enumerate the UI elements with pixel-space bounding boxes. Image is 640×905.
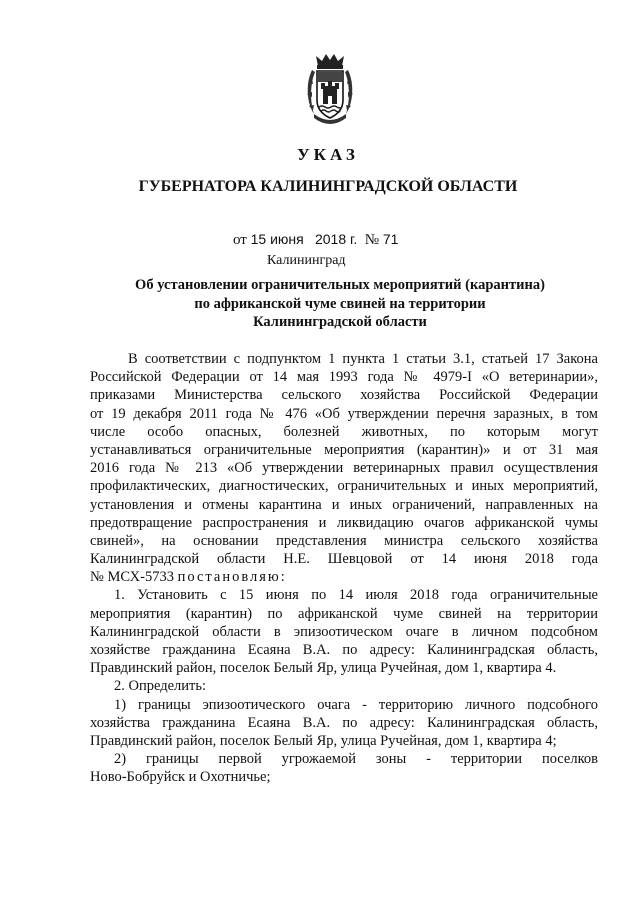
issuer-title: ГУБЕРНАТОРА КАЛИНИНГРАДСКОЙ ОБЛАСТИ [138, 178, 518, 195]
decree-number: 71 [382, 231, 399, 247]
item2-line: 2. Определить: [114, 678, 207, 695]
preamble-line: от 19 декабря 2011 года № 476 «Об утверждении перечня заразных, в том [90, 405, 598, 422]
item2-1-line: хозяйства гражданина Есаяна В.А. по адресу: Калининградская область, [90, 714, 598, 731]
preamble-line: Российской Федерации от 14 мая 1993 года № 4979-I «О ветеринарии», [90, 369, 598, 386]
item1-line: Калининградской области в эпизоотическом очаге в личном подсобном [90, 623, 598, 640]
item2-1-line: 1) границы эпизоотического очага - территорию личного подсобного [114, 696, 598, 713]
date-prefix: от [233, 232, 247, 248]
preamble-line: приказами Министерства сельского хозяйства Российской Федерации [90, 387, 598, 404]
preamble-line: Калининградской области Н.Е. Шевцовой от 14 июня 2018 года [90, 551, 598, 568]
coat-of-arms-emblem [302, 52, 358, 128]
preamble-line: установления и отмены карантина и иных ограничений, направленных на [90, 496, 598, 513]
date-number-line [233, 231, 398, 249]
preamble-last-line [90, 568, 598, 586]
subject-line: по африканской чуме свиней на территории [194, 295, 486, 312]
date-year: 2018 г. [314, 231, 358, 247]
date-day-month: 15 июня [250, 231, 304, 247]
item2-2-line: 2) границы первой угрожаемой зоны - территории поселков [114, 751, 598, 768]
document-type-title: УКАЗ [297, 145, 359, 164]
item1-line: хозяйстве гражданина Есаяна В.А. по адресу: Калининградская область, [90, 642, 598, 658]
preamble-line: В соответствии с подпунктом 1 пункта 1 статьи 3.1, статьей 17 Закона [128, 351, 598, 367]
preamble-line: предотвращение распространения и ликвидацию очагов африканской чумы [90, 514, 598, 531]
decree-subject [110, 276, 570, 332]
decree-word: постановляю: [177, 569, 287, 586]
preamble-line: свиней», на основании представления министра сельского хозяйства [90, 532, 598, 549]
item1-line: Правдинский район, поселок Белый Яр, улица Ручейная, дом 1, квартира 4. [90, 660, 557, 677]
item2-1-line: Правдинский район, поселок Белый Яр, улица Ручейная, дом 1, квартира 4; [90, 732, 557, 749]
item1-line: 1. Установить с 15 июня по 14 июля 2018 года ограничительные [114, 587, 598, 604]
item1-line: мероприятия (карантин) по африканской чуме свиней на территории [90, 605, 598, 622]
subject-line: Об установлении ограничительных мероприятий (карантина) [135, 277, 545, 293]
item2-2-line: Ново-Бобруйск и Охотничье; [90, 769, 271, 786]
preamble-line: 2016 года № 213 «Об утверждении ветеринарных правил осуществления [90, 460, 598, 477]
preamble-line: профилактических, диагностических, ограничительных и иных мероприятий, [90, 478, 598, 495]
preamble-line: устанавливаться ограничительные мероприятия (карантин)» и от 31 мая [90, 441, 598, 458]
decree-body [90, 350, 598, 787]
city-name: Калининград [267, 253, 346, 268]
preamble-line: числе особо опасных, болезней животных, по которым могут [90, 423, 598, 440]
request-number: № МСХ-5733 [90, 569, 174, 586]
number-sign: № [364, 232, 380, 248]
subject-line: Калининградской области [253, 314, 427, 330]
